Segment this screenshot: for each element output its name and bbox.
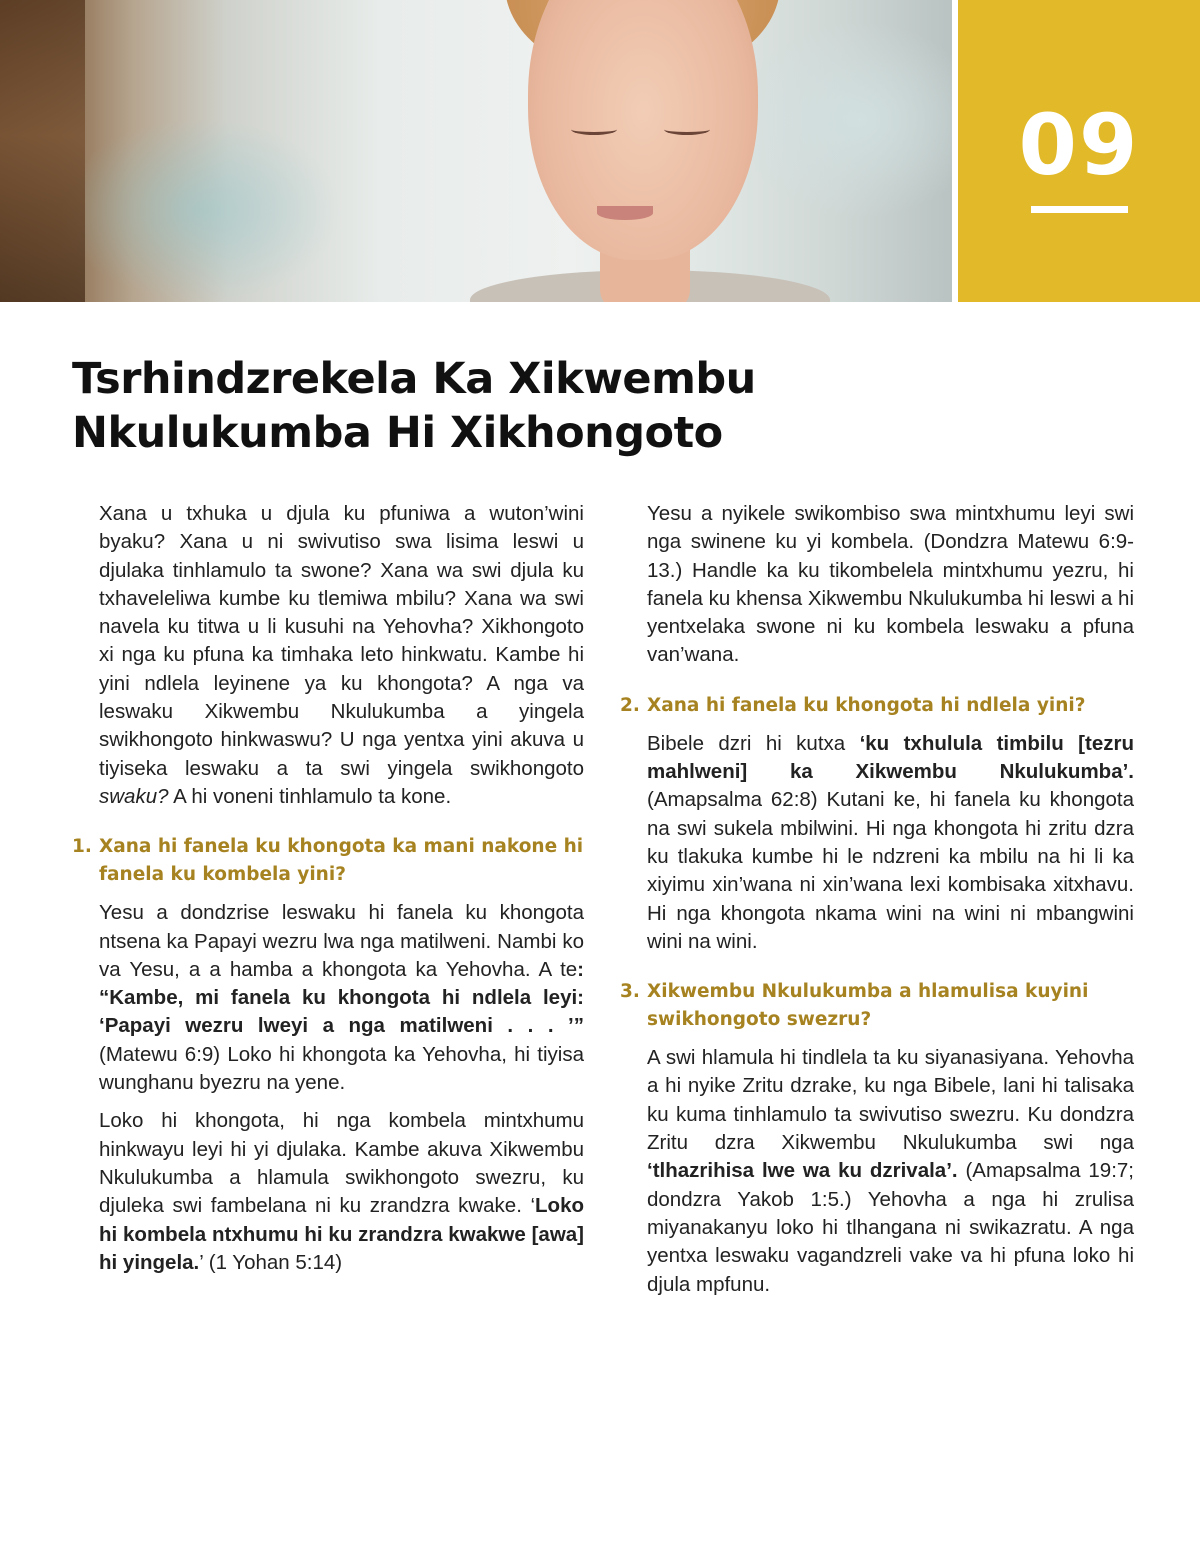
q1p3-text: Yesu a nyikele swikombiso swa mintxhumu leyi swi nga swinene ku yi kombela. (Dondzra Matewu 6:9-13.) Handle ka ku tikombelela mintxhumu yezru, hi fanela ku khensa Xikwembu Nkulukumba hi leswi a hi yentxelaka swone ni ku kombela leswaku a pfuna van’wana.	[647, 502, 1134, 667]
question-2-text: Xana hi fanela ku khongota hi ndlela yini?	[647, 694, 1086, 716]
intro-paragraph	[99, 500, 584, 811]
closed-eye-right	[664, 124, 710, 135]
q3p1-text-b: (Amapsalma 19:7; dondzra Yakob 1:5.) Yehovha a nga hi zrulisa miyanakanyu loko hi tlhangana ni swikazratu. A nga yentxa leswaku vagandzreli vake va hi pfuna loko hi djula mpfunu.	[647, 1159, 1134, 1296]
title-line-2: Nkulukumba Hi Xikhongoto	[72, 408, 723, 458]
lips	[597, 206, 653, 220]
question-2-heading	[620, 692, 1134, 720]
question-3-text: Xikwembu Nkulukumba a hlamulisa kuyini swikhongoto swezru?	[647, 981, 1089, 1031]
question-3-number: 3.	[620, 981, 640, 1003]
question-1-heading	[72, 833, 584, 889]
lesson-number-block	[958, 0, 1200, 302]
q2p1-quote: ‘ku txhulula timbilu [tezru mahlweni] ka Xikwembu Nkulukumba’.	[647, 731, 1134, 784]
question-2-number: 2.	[620, 694, 640, 716]
intro-text-1: Xana u txhuka u djula ku pfuniwa a wuton’wini byaku? Xana u ni swivutiso swa lisima leswi u djulaka tinhlamulo ta swone? Xana wa swi djula ku txhaveleliwa kumbe ku tlemiwa mbilu? Xana wa swi navela ku titwa u li kusuhi na Yehovha? Xikhongoto xi nga ku pfuna ka timhaka leto hinkwatu. Kambe hi yini ndlela leyinene ya ku khongota? A nga va leswaku Xikwembu Nkulukumba a yingela swikhongoto hinkwaswu? U nga yentxa yini akuva u tiyiseka leswaku a ta swi yingela swikhongoto	[99, 502, 584, 780]
question-1-paragraph-3	[647, 500, 1134, 670]
q1p2-text-b: ’ (1 Yohan 5:14)	[199, 1250, 343, 1274]
question-1-text: Xana hi fanela ku khongota ka mani nakone hi fanela ku kombela yini?	[99, 836, 584, 886]
page-title	[72, 352, 1132, 460]
intro-italic: swaku?	[99, 784, 169, 808]
q1p2-quote: Loko hi kombela ntxhumu hi ku zrandzra kwakwe [awa] hi yingela.	[99, 1194, 584, 1274]
q1p2-text-a: Loko hi khongota, hi nga kombela mintxhumu hinkwayu leyi hi yi djulaka. Kambe akuva Xikwembu Nkulukumba a hlamula swikhongoto swezru, ku djuleka swi fambelana ni ku zrandzra kwake. ‘	[99, 1109, 584, 1218]
q3p1-text-a: A swi hlamula hi tindlela ta ku siyanasiyana. Yehovha a hi nyike Zritu dzrake, ku nga Bibele, lani hi talisaka ku kuma tinhlamulo ta swivutiso swezru. Ku dondzra Zritu dzra Xikwembu Nkulukumba swi nga	[647, 1046, 1134, 1155]
question-1-paragraph-2	[99, 1107, 584, 1277]
q1p1-text-a: Yesu a dondzrise leswaku hi fanela ku khongota ntsena ka Papayi wezru lwa nga matilweni. Nambi ko va Yesu, a a hamba a khongota ka Yehovha. A te	[99, 901, 584, 981]
question-1-paragraph-1	[99, 899, 584, 1097]
q2p1-text-b: (Amapsalma 62:8) Kutani ke, hi fanela ku khongota na swi sukela mbilwini. Hi nga khongota hi zritu dzra ku tlakuka kumbe hi le ndzreni ka mbilu na hi li ka xiyimu xin’wana ni xin’wana lexi kombisaka xitxhavu. Hi nga khongota nkama wini na wini ni mbangwini wini na wini.	[647, 788, 1134, 953]
q1p1-text-b: (Matewu 6:9) Loko hi khongota ka Yehovha, hi tiyisa wunghanu byezru na yene.	[99, 1042, 584, 1095]
question-1-number: 1.	[72, 836, 92, 858]
q2p1-text-a: Bibele dzri hi kutxa	[647, 731, 860, 755]
lesson-number: 09	[1018, 96, 1140, 194]
closed-eye-left	[571, 124, 617, 135]
intro-text-2: A hi voneni tinhlamulo ta kone.	[168, 784, 452, 808]
right-column	[620, 500, 1134, 1309]
title-line-1: Tsrhindzrekela Ka Xikwembu	[72, 354, 756, 404]
left-column	[72, 500, 584, 1287]
q1p1-quote: : “Kambe, mi fanela ku khongota hi ndlela leyi: ‘Papayi wezru lweyi a nga matilweni . . . ’”	[99, 957, 584, 1038]
number-underline	[1031, 206, 1128, 213]
question-2-paragraph	[647, 730, 1134, 956]
face	[528, 0, 758, 260]
hero-photo	[0, 0, 952, 302]
question-3-paragraph	[647, 1044, 1134, 1299]
bookshelf-blur	[0, 0, 85, 302]
question-3-heading	[620, 978, 1134, 1034]
q3p1-quote: ‘tlhazrihisa lwe wa ku dzrivala’.	[647, 1159, 958, 1183]
